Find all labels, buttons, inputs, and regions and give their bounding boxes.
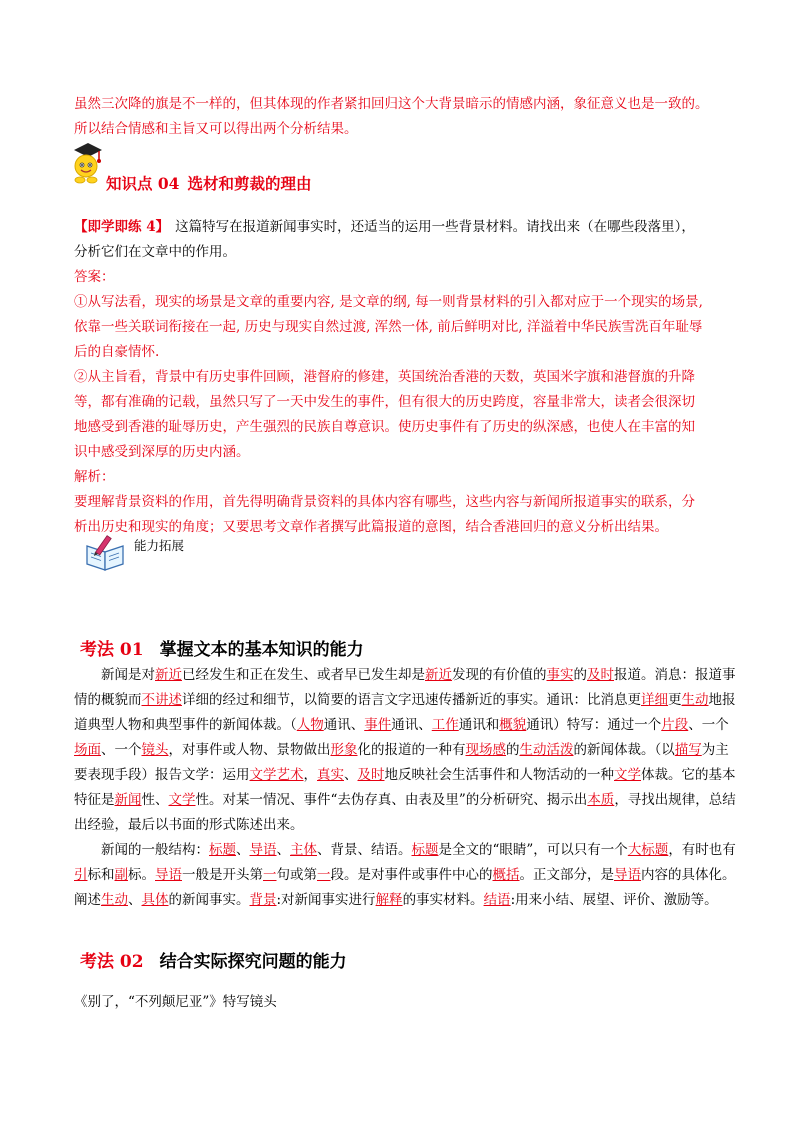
method-02-number: 考法 02 (80, 952, 144, 972)
keyword-blank: 片段 (661, 717, 689, 733)
keyword-blank: 描写 (674, 742, 702, 758)
keyword-blank: 文学 (614, 767, 641, 783)
paragraph-text: 已经发生和正在发生、或者早已发生却是 (182, 667, 425, 683)
graduate-cap-mascot-icon (68, 140, 104, 186)
method-02-title: 结合实际探究问题的能力 (159, 952, 347, 972)
paragraph-text: :对新闻事实进行 (276, 892, 376, 908)
keyword-blank: 生动活泼 (519, 742, 574, 758)
keyword-blank: 及时 (587, 667, 614, 683)
paragraph-text: 报道。消息：报道事情的概貌而 (74, 667, 736, 708)
paragraph-text: :用来小结、展望、评价、激励等。 (510, 892, 718, 908)
keyword-blank: 镜头 (141, 742, 169, 758)
paragraph-text: 新闻的一般结构： (101, 842, 209, 858)
keyword-blank: 标题 (411, 842, 439, 858)
paragraph-text: ，有时也有 (668, 842, 736, 858)
paragraph-text: 通讯和 (458, 717, 500, 733)
keyword-blank: 本质 (587, 792, 615, 808)
keyword-blank: 事实 (546, 667, 574, 683)
paragraph-text: 。正文部分，是 (519, 867, 614, 883)
paragraph-text: 的新闻事实。 (168, 892, 250, 908)
intro-paragraph (74, 92, 740, 142)
answer-1-line-3: 后的自豪情怀. (74, 344, 160, 360)
keyword-blank: 解释 (375, 892, 403, 908)
keyword-blank: 一 (317, 867, 331, 883)
keyword-blank: 新近 (155, 667, 182, 683)
keyword-blank: 不讲述 (141, 692, 182, 708)
question-line-1: 这篇特写在报道新闻事实时，还适当的运用一些背景材料。请找出来（在哪些段落里）， (175, 219, 695, 235)
paragraph-text: 为主要表现手段）报告文学：运用 (74, 742, 729, 783)
answer-2-line-3: 地感受到香港的耻辱历史，产生强烈的民族自尊意识。使历史事件有了历史的纵深感，也使人在丰富的知 (74, 419, 695, 435)
paragraph-text: 通讯、 (323, 717, 365, 733)
paragraph-text: 段。是对事件或事件中心的 (330, 867, 493, 883)
keyword-blank: 副 (114, 867, 128, 883)
ability-extension-label: 能力拓展 (134, 538, 185, 553)
keyword-blank: 主体 (290, 842, 317, 858)
paragraph-text: 详细的经过和细节，以简要的语言文字迅速传播新近的事实。通讯：比消息更 (182, 692, 641, 708)
keyword-blank: 大标题 (627, 842, 669, 858)
paragraph-text: 化的报道的一种有 (357, 742, 466, 758)
analysis-line-1: 要理解背景资料的作用，首先得明确背景资料的具体内容有哪些，这些内容与新闻所报道事实的联系，分 (74, 494, 695, 510)
paragraph-text: 内容的具体化。阐述 (74, 867, 736, 908)
answer-label: 答案： (74, 269, 115, 285)
keyword-blank: 结语 (483, 892, 511, 908)
keyword-blank: 导语 (155, 867, 182, 883)
paragraph-text: 性、 (141, 792, 169, 808)
paragraph-text: 、 (236, 842, 250, 858)
intro-line-1: 虽然三次降的旗是不一样的，但其体现的作者紧扣回归这个大背景暗示的情感内涵，象征意义也是一致的。 (74, 96, 709, 112)
paragraph-text: 的新闻体裁。（以 (573, 742, 675, 758)
answer-2-line-4: 识中感受到深厚的历史内涵。 (74, 444, 250, 460)
keyword-blank: 真实 (317, 767, 344, 783)
analysis-line-2: 析出历史和现实的角度；又要思考文章作者撰写此篇报道的意图，结合香港回归的意义分析出结果。 (74, 519, 668, 535)
keyword-blank: 生动 (101, 892, 128, 908)
exercise-tag: 【即学即练 4】 (74, 219, 170, 235)
method-02-heading (80, 947, 347, 972)
keyword-blank: 引 (74, 867, 88, 883)
keyword-blank: 导语 (249, 842, 277, 858)
answer-1-line-1: ①从写法看，现实的场景是文章的重要内容, 是文章的纲, 每一则背景材料的引入都对应于一个现实的场景, (74, 294, 703, 310)
keyword-blank: 背景 (249, 892, 277, 908)
paragraph-text: 的 (506, 742, 520, 758)
keyword-blank: 人物 (296, 717, 324, 733)
paragraph-text: 地反映社会生活事件和人物活动的一种 (384, 767, 614, 783)
keyword-blank: 概括 (492, 867, 520, 883)
paragraph-text: ， (303, 767, 317, 783)
paragraph-text: 、 (344, 767, 358, 783)
paragraph-text: 、 (276, 842, 290, 858)
keyword-blank: 导语 (614, 867, 641, 883)
method-01-body (74, 663, 740, 913)
paragraph-text: 体裁。它的基本特征是 (74, 767, 736, 808)
feature-footer-text: 《别了，“不列颠尼亚”》特写镜头 (74, 994, 277, 1010)
paragraph-text: ，对事件或人物、景物做出 (168, 742, 331, 758)
keyword-blank: 新近 (425, 667, 452, 683)
paragraph-text: 标。 (128, 867, 155, 883)
paragraph-text: 标和 (87, 867, 115, 883)
news-structure-paragraph (74, 838, 740, 913)
paragraph-text: 的 (573, 667, 587, 683)
paragraph-text: 更 (668, 692, 682, 708)
method-01-number: 考法 01 (80, 640, 144, 660)
intro-line-2: 所以结合情感和主旨又可以得出两个分析结果。 (74, 121, 358, 137)
keyword-blank: 形象 (330, 742, 358, 758)
news-definition-paragraph (74, 663, 740, 838)
keyword-blank: 文学 (168, 792, 196, 808)
keyword-blank: 现场感 (465, 742, 506, 758)
paragraph-text: 的事实材料。 (402, 892, 484, 908)
keyword-blank: 具体 (141, 892, 169, 908)
paragraph-text: 、背景、结语。 (317, 842, 412, 858)
open-book-pencil-icon (84, 532, 126, 572)
knowledge-point-name: 选材和剪裁的理由 (187, 174, 312, 193)
paragraph-text: 地报道典型人物和典型事件的新闻体裁。（ (74, 692, 736, 733)
question-line-2: 分析它们在文章中的作用。 (74, 244, 236, 260)
answer-2-line-1: ②从主旨看，背景中有历史事件回顾，港督府的修建，英国统治香港的天数，英国米字旗和港督旗的升降 (74, 369, 695, 385)
exercise-answer (74, 265, 740, 540)
paragraph-text: 是全文的“眼睛”，可以只有一个 (438, 842, 628, 858)
paragraph-text: 通讯）特写：通过一个 (526, 717, 662, 733)
keyword-blank: 一 (263, 867, 277, 883)
paragraph-text: 通讯、 (391, 717, 432, 733)
keyword-blank: 概貌 (499, 717, 527, 733)
method-01-heading (80, 635, 364, 660)
paragraph-text: 、 (128, 892, 142, 908)
keyword-blank: 生动 (681, 692, 709, 708)
keyword-blank: 场面 (74, 742, 101, 758)
paragraph-text: 句或第 (276, 867, 317, 883)
paragraph-text: 、一个 (688, 717, 729, 733)
keyword-blank: 标题 (209, 842, 236, 858)
answer-2-line-2: 等，都有准确的记载，虽然只写了一天中发生的事件，但有很大的历史跨度，容量非常大，读者会很深切 (74, 394, 695, 410)
keyword-blank: 事件 (364, 717, 392, 733)
paragraph-text: 性。对某一情况、事件“去伪存真、由表及里”的分析研究、揭示出 (195, 792, 588, 808)
keyword-blank: 详细 (641, 692, 668, 708)
keyword-blank: 工作 (431, 717, 459, 733)
exercise-question (74, 215, 740, 265)
answer-1-line-2: 依靠一些关联词衔接在一起, 历史与现实自然过渡, 浑然一体, 前后鲜明对比, 洋溢着中华民族雪洗百年耻辱 (74, 319, 703, 335)
paragraph-text: ，寻找出规律，总结出经验，最后以书面的形式陈述出来。 (74, 792, 736, 833)
keyword-blank: 新闻 (114, 792, 142, 808)
keyword-blank: 文学艺术 (249, 767, 304, 783)
paragraph-text: 新闻是对 (101, 667, 155, 683)
paragraph-text: 、一个 (101, 742, 142, 758)
knowledge-point-label: 知识点 04 (106, 174, 180, 193)
paragraph-text: 一般是开头第 (182, 867, 263, 883)
paragraph-text: 发现的有价值的 (452, 667, 547, 683)
keyword-blank: 及时 (357, 767, 385, 783)
knowledge-point-heading (106, 172, 311, 194)
analysis-label: 解析： (74, 469, 115, 485)
method-01-title: 掌握文本的基本知识的能力 (159, 640, 364, 660)
